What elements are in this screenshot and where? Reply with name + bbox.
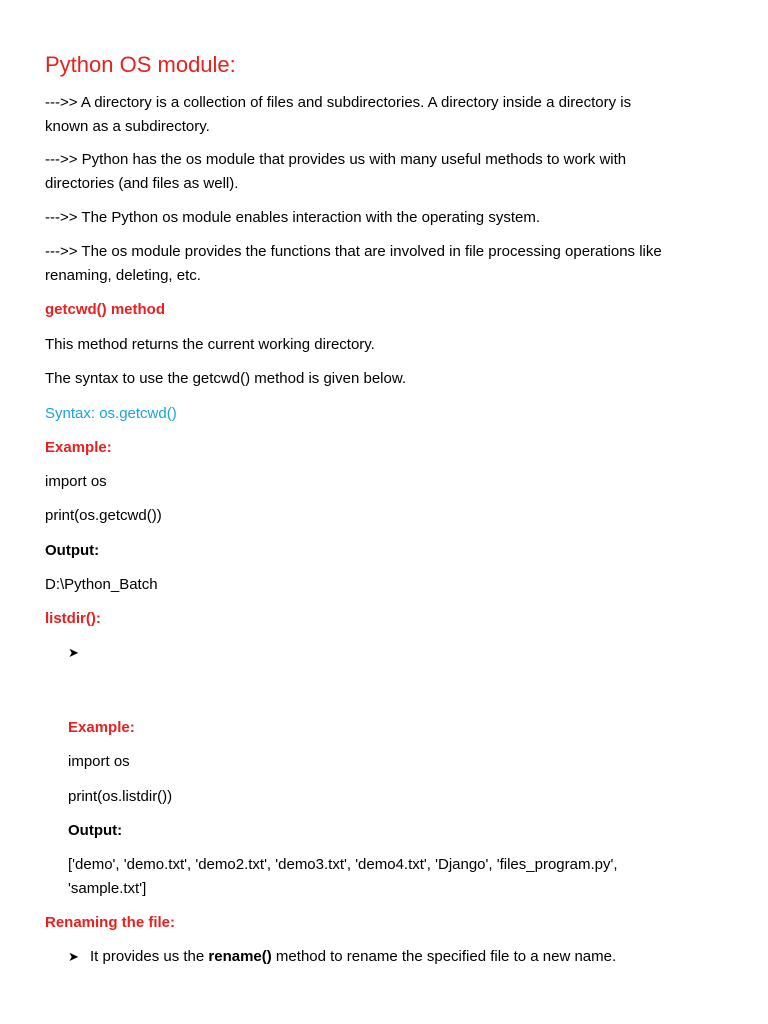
listdir-code-line-2: print(os.listdir()) xyxy=(68,788,173,805)
getcwd-heading: getcwd() method xyxy=(45,301,165,318)
intro-paragraph-4-line-2: renaming, deleting, etc. xyxy=(45,267,201,284)
getcwd-output-label: Output: xyxy=(45,542,100,559)
intro-paragraph-2-line-2: directories (and files as well). xyxy=(45,175,239,192)
getcwd-code-line-1: import os xyxy=(45,473,107,490)
page-title: Python OS module: xyxy=(45,52,236,77)
arrow-bullet-icon: ➤ xyxy=(68,949,79,964)
intro-paragraph-1-line-1: --->> A directory is a collection of files and subdirectories. A directory inside a directory is xyxy=(45,94,632,111)
listdir-example-label: Example: xyxy=(68,719,135,736)
getcwd-code-line-2: print(os.getcwd()) xyxy=(45,507,162,524)
rename-description xyxy=(90,945,730,969)
listdir-heading: listdir(): xyxy=(45,610,101,627)
rename-text-after: method to rename the specified file to a new name. xyxy=(271,948,617,965)
listdir-output-label: Output: xyxy=(68,822,123,839)
arrow-bullet-icon: ➤ xyxy=(68,645,79,660)
getcwd-output: D:\Python_Batch xyxy=(45,576,158,593)
intro-paragraph-4-line-1: --->> The os module provides the functions that are involved in file processing operations like xyxy=(45,243,662,260)
listdir-code-line-1: import os xyxy=(68,753,130,770)
getcwd-example-label: Example: xyxy=(45,439,112,456)
intro-paragraph-2-line-1: --->> Python has the os module that provides us with many useful methods to work with xyxy=(45,151,627,168)
listdir-output-line-1: ['demo', 'demo.txt', 'demo2.txt', 'demo3.txt', 'demo4.txt', 'Django', 'files_program.py', xyxy=(68,856,618,873)
rename-method-name: rename() xyxy=(208,948,272,965)
intro-paragraph-1-line-2: known as a subdirectory. xyxy=(45,118,210,135)
getcwd-syntax-intro: The syntax to use the getcwd() method is given below. xyxy=(45,370,407,387)
getcwd-syntax: Syntax: os.getcwd() xyxy=(45,405,177,422)
intro-paragraph-3: --->> The Python os module enables interaction with the operating system. xyxy=(45,209,540,226)
rename-heading: Renaming the file: xyxy=(45,914,176,931)
listdir-output-line-2: 'sample.txt'] xyxy=(68,880,147,897)
getcwd-description: This method returns the current working directory. xyxy=(45,336,375,353)
rename-text-before: It provides us the xyxy=(90,948,209,965)
